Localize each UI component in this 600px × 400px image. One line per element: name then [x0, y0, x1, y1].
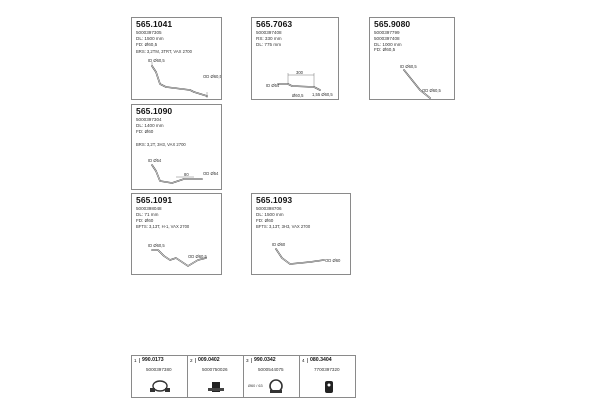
part-number: 565.7063 — [256, 19, 293, 29]
part-card-565-9080[interactable] — [369, 17, 455, 100]
part-drawing — [252, 18, 339, 100]
part-note: BFTS: 3,13T, 3H3, VAX 2700 — [256, 224, 311, 229]
part-drawing — [370, 18, 455, 100]
part-drawing — [132, 194, 222, 275]
accessory-item-4[interactable] — [300, 356, 355, 397]
hanger-icon — [320, 380, 338, 394]
part-number: 565.1090 — [136, 106, 173, 116]
item-index: 1 — [134, 358, 140, 363]
item-index: 3 — [246, 358, 252, 363]
part-card-565-1041[interactable] — [131, 17, 222, 100]
svg-text:300: 300 — [296, 70, 303, 75]
part-number: 565.9080 — [374, 19, 411, 29]
part-specs: 5000398048 DL: 71 mm FD: Ø60 — [136, 206, 162, 223]
svg-text:OD Ø60,5: OD Ø60,5 — [422, 88, 441, 93]
svg-text:OD Ø60,5: OD Ø60,5 — [203, 74, 222, 79]
part-specs: 5000397305 DL: 1500 mm FD: Ø60,5 — [136, 30, 164, 47]
part-specs: 5000397304 DL: 1400 mm FD: Ø60 — [136, 117, 164, 134]
svg-text:ID Ø54: ID Ø54 — [266, 83, 280, 88]
accessory-item-1[interactable] — [132, 356, 188, 397]
svg-text:ID Ø60,5: ID Ø60,5 — [400, 64, 417, 69]
part-drawing — [132, 18, 222, 100]
item-part-number: 990.0173 — [142, 357, 164, 363]
part-number: 565.1041 — [136, 19, 173, 29]
part-card-565-1090[interactable] — [131, 104, 222, 190]
item-part-number: 080.3404 — [310, 357, 332, 363]
clamp-ring-icon — [266, 378, 286, 394]
svg-text:80: 80 — [184, 172, 189, 177]
accessories-strip — [131, 355, 356, 398]
svg-text:Ø60,5: Ø60,5 — [292, 93, 304, 98]
svg-text:OD Ø60,5: OD Ø60,5 — [188, 254, 207, 259]
accessory-item-2[interactable] — [188, 356, 244, 397]
item-index: 4 — [302, 358, 308, 363]
svg-text:ID Ø60,5: ID Ø60,5 — [148, 243, 165, 248]
part-note: BRS: 3,2T, 3H3, VAX 2700 — [136, 142, 186, 147]
svg-text:OD Ø60: OD Ø60 — [325, 258, 341, 263]
part-card-565-1093[interactable] — [251, 193, 351, 275]
item-part-number: 990.0342 — [254, 357, 276, 363]
part-specs: 5000398706 DL: 1500 mm FD: Ø60 — [256, 206, 284, 223]
svg-text:ID Ø60: ID Ø60 — [272, 242, 286, 247]
item-oem-number: 7700397320 — [314, 367, 340, 372]
svg-text:ID Ø60,5: ID Ø60,5 — [148, 58, 165, 63]
part-drawing — [252, 194, 351, 275]
part-drawing — [132, 105, 222, 190]
item-oem-number: 5000397380 — [146, 367, 172, 372]
part-card-565-1091[interactable] — [131, 193, 222, 275]
clamp-icon — [148, 378, 172, 394]
part-specs: 5000397408 RS: 330 mm DL: 775 mm — [256, 30, 282, 47]
rubber-mount-icon — [206, 380, 226, 394]
item-oem-number: 5000750026 — [202, 367, 228, 372]
part-specs: 5000397799 5000397408 DL: 1000 mm FD: Ø60,5 — [374, 30, 402, 53]
part-number: 565.1093 — [256, 195, 293, 205]
part-note: BRS: 3,2TM, 3TRT, VAX 2700 — [136, 49, 192, 54]
item-label: Ø60 / 63 — [248, 384, 263, 388]
svg-text:1,55 Ø60,5: 1,55 Ø60,5 — [312, 92, 333, 97]
part-number: 565.1091 — [136, 195, 173, 205]
accessory-item-3[interactable] — [244, 356, 300, 397]
item-index: 2 — [190, 358, 196, 363]
part-card-565-7063[interactable] — [251, 17, 339, 100]
svg-text:OD Ø54: OD Ø54 — [203, 171, 219, 176]
item-part-number: 009.0402 — [198, 357, 220, 363]
part-note: BFTS: 3,13T, H-1, VAX 2700 — [136, 224, 190, 229]
item-oem-number: 5000544075 — [258, 367, 284, 372]
svg-text:ID Ø54: ID Ø54 — [148, 158, 162, 163]
